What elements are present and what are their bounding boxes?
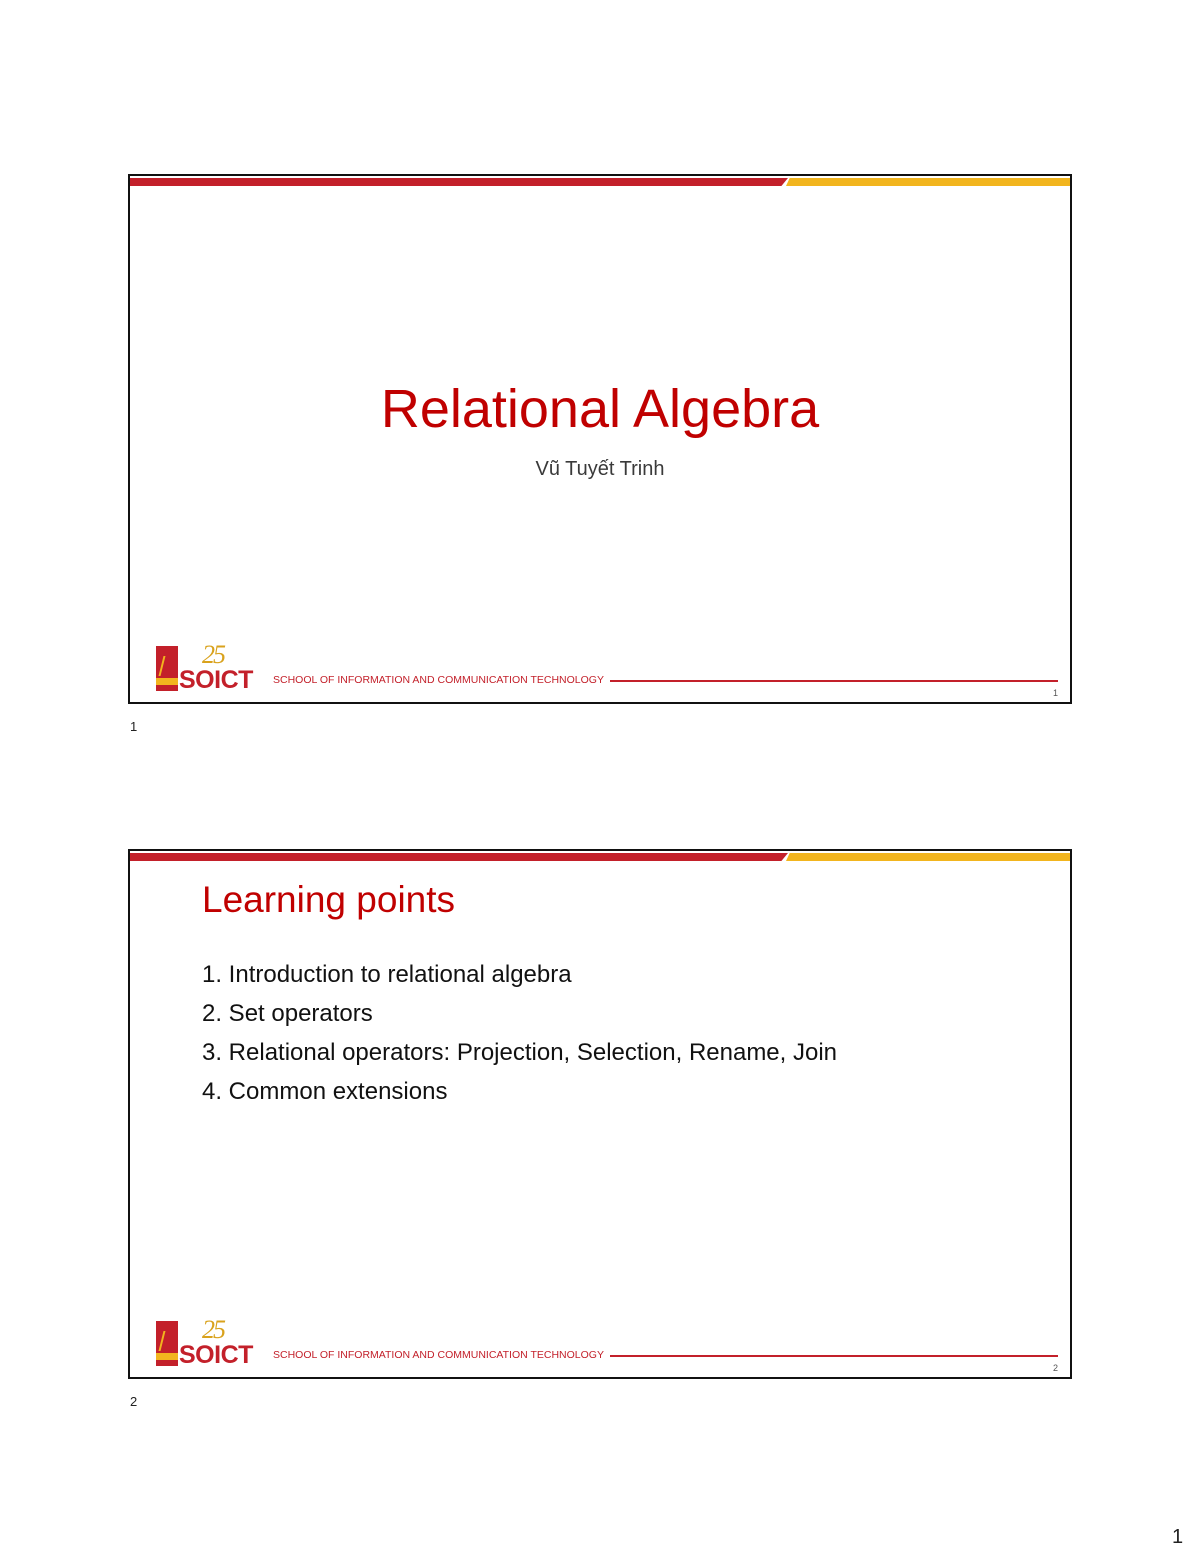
slide-top-bar-red — [130, 853, 788, 861]
school-name: SCHOOL OF INFORMATION AND COMMUNICATION TECHNOLOGY — [273, 674, 604, 686]
slide-title: Relational Algebra — [380, 379, 820, 439]
list-item: 3. Relational operators: Projection, Selection, Rename, Join — [202, 1039, 838, 1066]
slide-caption: 1 — [130, 719, 138, 734]
slide-caption: 2 — [130, 1394, 138, 1409]
footer-divider — [610, 1355, 1058, 1357]
slide-number: 1 — [1052, 688, 1058, 698]
slide-top-bar-yellow — [786, 178, 1070, 186]
list-item: 4. Common extensions — [202, 1078, 448, 1105]
slide-footer — [156, 1315, 1058, 1371]
slide-number: 2 — [1052, 1363, 1058, 1373]
list-item: 1. Introduction to relational algebra — [202, 961, 572, 988]
university-crest-icon — [156, 1321, 178, 1366]
slide-subtitle: Vũ Tuyết Trinh — [535, 458, 665, 480]
learning-points-list — [202, 955, 837, 1111]
logo-name: SOICT — [179, 666, 253, 694]
logo-name: SOICT — [179, 1341, 253, 1369]
list-item: 2. Set operators — [202, 1000, 373, 1027]
school-name: SCHOOL OF INFORMATION AND COMMUNICATION TECHNOLOGY — [273, 1349, 604, 1361]
logo-anniversary-number: 25 — [202, 1315, 224, 1344]
page-number: 1 — [1172, 1526, 1184, 1548]
logo-anniversary-number: 25 — [202, 640, 224, 669]
footer-divider — [610, 680, 1058, 682]
slide-top-bar-red — [130, 178, 788, 186]
slide-2 — [128, 849, 1072, 1379]
slide-1 — [128, 174, 1072, 704]
university-crest-icon — [156, 646, 178, 691]
slide-top-bar-yellow — [786, 853, 1070, 861]
slide-title: Learning points — [202, 879, 456, 920]
slide-footer — [156, 640, 1058, 696]
